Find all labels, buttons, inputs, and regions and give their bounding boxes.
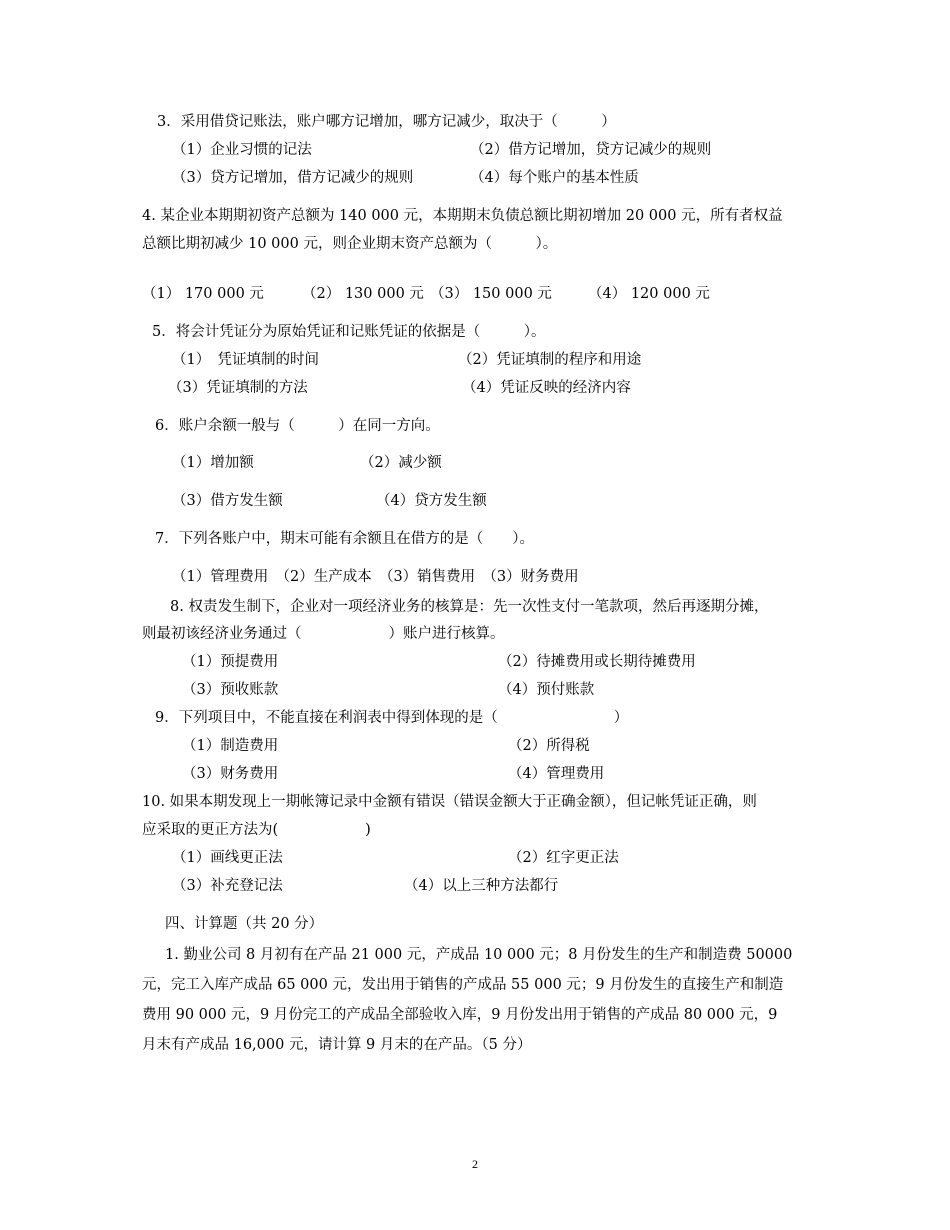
q5-option-1: （1） 凭证填制的时间: [172, 352, 319, 368]
q9-option-3: （3）财务费用: [182, 766, 279, 782]
problem-1-line-3: 费用 90 000 元，9 月份完工的产成品全部验收入库，9 月份发出用于销售的产成品 80 000 元，9: [142, 1007, 778, 1023]
q3-option-3: （3）贷方记增加，借方记减少的规则: [172, 170, 414, 186]
q7-stem: 7．下列各账户中，期末可能有余额且在借方的是（ ）。: [155, 531, 534, 547]
q8-option-1: （1）预提费用: [182, 654, 279, 670]
q10-option-1: （1）画线更正法: [172, 850, 283, 866]
q10-stem-line-2: 应采取的更正方法为( ): [142, 822, 371, 838]
q8-option-4: （4）预付账款: [498, 682, 595, 698]
q6-option-1: （1）增加额: [172, 455, 254, 471]
q6-stem: 6．账户余额一般与（ ）在同一方向。: [155, 418, 440, 434]
q9-stem: 9．下列项目中，不能直接在利润表中得到体现的是（ ）: [155, 710, 629, 726]
q6-option-4: （4）贷方发生额: [376, 493, 487, 509]
q3-option-1: （1）企业习惯的记法: [172, 142, 312, 158]
q9-option-4: （4）管理费用: [508, 766, 605, 782]
q7-options: （1）管理费用 （2）生产成本 （3）销售费用 （3）财务费用: [172, 569, 579, 585]
problem-1-line-2: 元，完工入库产成品 65 000 元，发出用于销售的产成品 55 000 元；9 月份发生的直接生产和制造: [142, 977, 784, 993]
q5-stem: 5．将会计凭证分为原始凭证和记账凭证的依据是（ ）。: [152, 324, 546, 340]
q5-option-2: （2）凭证填制的程序和用途: [458, 352, 642, 368]
q8-stem-line-1: 8. 权责发生制下，企业对一项经济业务的核算是：先一次性支付一笔款项，然后再逐期分摊，: [170, 599, 769, 615]
q10-option-3: （3）补充登记法: [172, 878, 283, 894]
q4-stem-line-2: 总额比期初减少 10 000 元，则企业期末资产总额为（ ）。: [142, 236, 558, 252]
q8-option-3: （3）预收账款: [182, 682, 279, 698]
q10-option-2: （2）红字更正法: [508, 850, 619, 866]
q8-stem-line-2: 则最初该经济业务通过（ ）账户进行核算。: [142, 626, 505, 642]
q6-option-2: （2）减少额: [360, 455, 442, 471]
q9-option-2: （2）所得税: [508, 738, 590, 754]
q4-option-4: （4） 120 000 元: [588, 286, 710, 302]
section-heading: 四、计算题（共 20 分）: [165, 916, 324, 932]
q3-option-4: （4）每个账户的基本性质: [470, 170, 639, 186]
q10-stem-line-1: 10. 如果本期发现上一期帐簿记录中金额有错误（错误金额大于正确金额），但记帐凭证正确，则: [142, 794, 757, 810]
problem-1-line-4: 月末有产成品 16,000 元，请计算 9 月末的在产品。（5 分）: [142, 1037, 532, 1053]
q3-stem: 3．采用借贷记账法，账户哪方记增加，哪方记减少，取决于（ ）: [157, 114, 616, 130]
problem-1-line-1: 1. 勤业公司 8 月初有在产品 21 000 元，产成品 10 000 元；8 月份发生的生产和制造费 50000: [165, 947, 793, 963]
q9-option-1: （1）制造费用: [182, 738, 279, 754]
q4-option-1: （1） 170 000 元: [142, 286, 264, 302]
q8-option-2: （2）待摊费用或长期待摊费用: [498, 654, 696, 670]
q5-option-4: （4）凭证反映的经济内容: [462, 380, 631, 396]
q10-option-4: （4）以上三种方法都行: [404, 878, 559, 894]
q4-option-3: （3） 150 000 元: [430, 286, 552, 302]
q4-option-2: （2） 130 000 元: [302, 286, 424, 302]
page-number: 2: [472, 1157, 478, 1171]
q4-stem-line-1: 4. 某企业本期期初资产总额为 140 000 元，本期期末负债总额比期初增加 20 000 元，所有者权益: [142, 208, 783, 224]
q3-option-2: （2）借方记增加，贷方记减少的规则: [470, 142, 712, 158]
q5-option-3: （3）凭证填制的方法: [168, 380, 308, 396]
q6-option-3: （3）借方发生额: [172, 493, 283, 509]
